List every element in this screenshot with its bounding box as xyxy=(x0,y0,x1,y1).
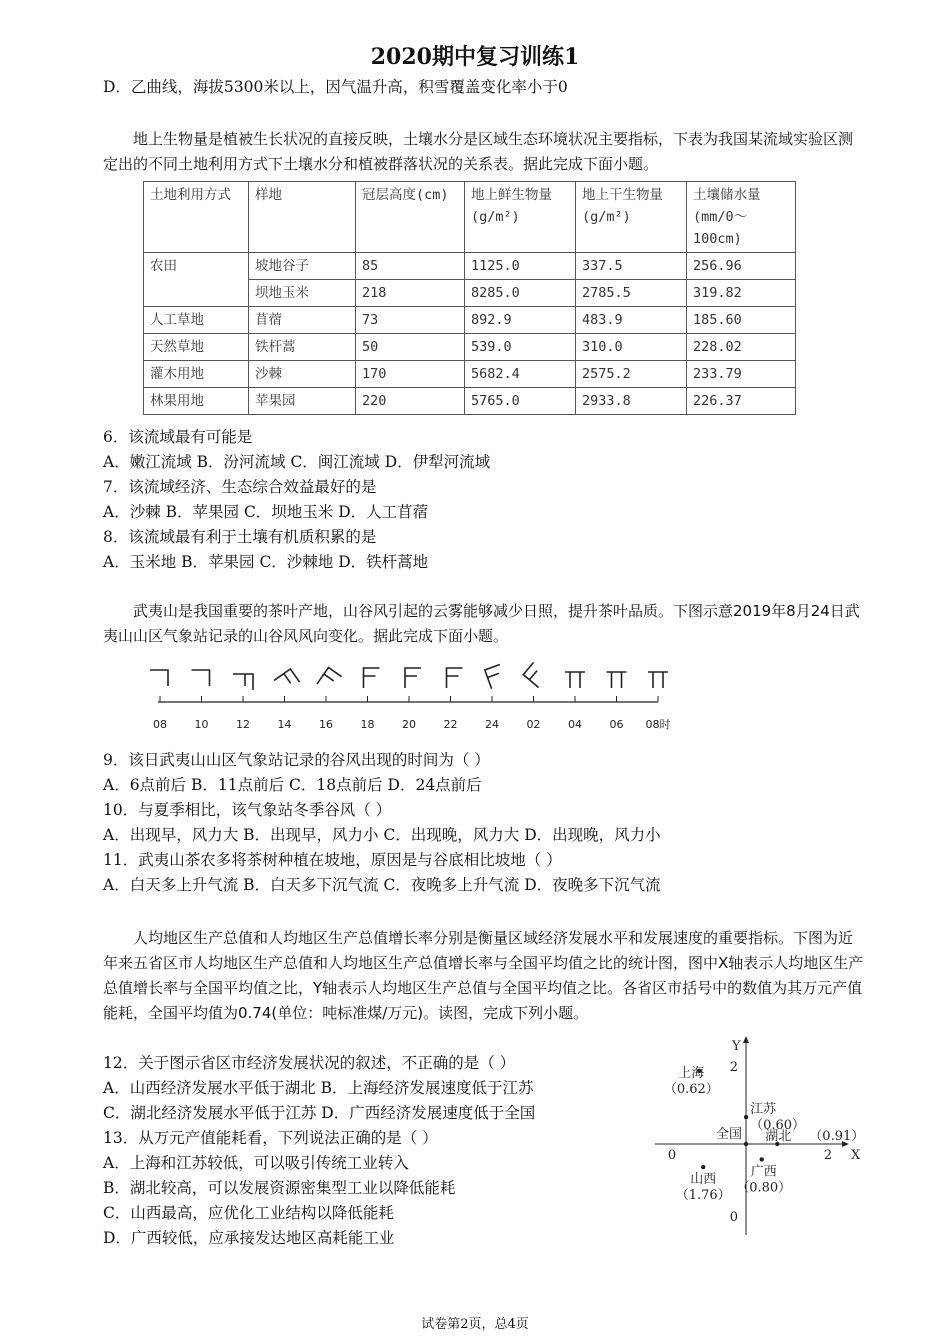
time-tick-label: 22 xyxy=(443,718,458,731)
table-cell: 228.02 xyxy=(687,334,796,361)
scatter-point xyxy=(744,1115,748,1119)
table-cell: 226.37 xyxy=(687,388,796,415)
question-11-options: A．白天多上升气流 B．白天多下沉气流 C．夜晚多上升气流 D．夜晚多下沉气流 xyxy=(103,876,661,894)
passage-biomass: 地上生物量是植被生长状况的直接反映，土壤水分是区域生态环境状况主要指标，下表为我国某流域实验区测定出的不同土地利用方式下土壤水分和植被群落状况的关系表。据此完成下面小题。 xyxy=(103,130,854,173)
question-7-options: A．沙棘 B．苹果园 C．坝地玉米 D．人工苜蓿 xyxy=(103,503,429,521)
land-type-cell: 天然草地 xyxy=(144,334,249,361)
table-cell: 2575.2 xyxy=(576,361,687,388)
table-cell: 1125.0 xyxy=(465,253,576,280)
table-cell: 233.79 xyxy=(687,361,796,388)
question-13-option-a: A．上海和江苏较低，可以吸引传统工业转入 xyxy=(103,1154,409,1172)
x-tick-label: 2 xyxy=(823,1148,833,1163)
wind-barb-icon xyxy=(485,664,507,688)
time-tick-label: 24 xyxy=(485,718,499,731)
question-6: 6．该流域最有可能是 xyxy=(103,428,253,446)
question-11: 11．武夷山茶农多将茶树种植在坡地，原因是与谷底相比坡地（ ） xyxy=(103,851,562,869)
x-axis-label: X xyxy=(851,1148,861,1163)
point-label: 上海 xyxy=(678,1065,705,1081)
wind-barb-icon xyxy=(523,662,549,687)
scatter-point xyxy=(701,1165,705,1169)
header-cell: 样地 xyxy=(249,182,356,253)
time-tick-label: 02 xyxy=(526,718,541,731)
y-tick-label: 2 xyxy=(729,1060,738,1075)
table-cell: 337.5 xyxy=(576,253,687,280)
point-label: 湖北 xyxy=(765,1129,792,1144)
page-title: 2020期中复习训练1 xyxy=(370,44,580,70)
table-cell: 483.9 xyxy=(576,307,687,334)
table-cell: 8285.0 xyxy=(465,280,576,307)
wind-barb-icon xyxy=(150,670,168,686)
table-cell: 5682.4 xyxy=(465,361,576,388)
table-row xyxy=(144,388,796,415)
page-footer: 试卷第2页，总4页 xyxy=(421,1317,529,1332)
time-tick-label: 20 xyxy=(402,718,416,731)
time-tick-label: 12 xyxy=(236,718,250,731)
wind-barb-icon xyxy=(565,672,585,688)
question-8-options: A．玉米地 B．苹果园 C．沙棘地 D．铁杆蒿地 xyxy=(103,553,429,571)
time-tick-label: 06 xyxy=(609,718,624,731)
point-label: 山西 xyxy=(690,1172,717,1188)
table-cell: 185.60 xyxy=(687,307,796,334)
point-energy-label: （1.76） xyxy=(675,1188,731,1204)
table-row xyxy=(144,307,796,334)
header-cell: 冠层高度(cm) xyxy=(356,182,465,253)
table-cell: 220 xyxy=(356,388,465,415)
y-tick-label: 0 xyxy=(729,1210,738,1225)
header-cell: 地上鲜生物量(g/m²) xyxy=(465,182,576,253)
wind-barb-icon xyxy=(405,668,421,688)
passage-gdp: 人均地区生产总值和人均地区生产总值增长率分别是衡量区域经济发展水平和发展速度的重要指标。下图为近年来五省区市人均地区生产总值和人均地区生产总值增长率与全国平均值之比的统计图，图中X轴表示人均地区生产总值增长率与全国平均值之比，Y轴表示人均地区生产总值与全国平均值之比。各省区市括号中的数值为其万元产值能耗，全国平均值为0.74(单位：吨标准煤/万元)。读图，完成下列小题。 xyxy=(103,929,864,1022)
point-label: 广西 xyxy=(750,1164,777,1180)
header-cell: 土地利用方式 xyxy=(144,182,249,253)
passage-wuyi: 武夷山是我国重要的茶叶产地，山谷风引起的云雾能够减少日照，提升茶叶品质。下图示意2019年8月24日武夷山山区气象站记录的山谷风风向变化。据此完成下面小题。 xyxy=(103,602,860,645)
scatter-point xyxy=(760,1157,764,1161)
table-cell: 苜蓿 xyxy=(249,307,356,334)
table-cell: 85 xyxy=(356,253,465,280)
wind-barb-icon xyxy=(607,672,627,688)
time-tick-label: 08 xyxy=(153,718,167,731)
time-axis-ticks xyxy=(153,696,671,731)
question-8: 8．该流域最有利于土壤有机质积累的是 xyxy=(103,528,377,546)
land-type-cell: 灌木用地 xyxy=(144,361,249,388)
point-energy-label: （0.80） xyxy=(736,1180,792,1196)
question-10: 10．与夏季相比，该气象站冬季谷风（ ） xyxy=(103,801,392,819)
table-header-row xyxy=(144,182,796,253)
header-cell: 土壤储水量(mm/0～100cm) xyxy=(687,182,796,253)
table-cell: 苹果园 xyxy=(249,388,356,415)
land-type-cell: 林果用地 xyxy=(144,388,249,415)
wind-barb-icon xyxy=(192,670,210,686)
land-type-cell: 农田 xyxy=(144,253,249,307)
time-tick-label: 16 xyxy=(319,718,333,731)
table-cell: 218 xyxy=(356,280,465,307)
wind-barb-icon xyxy=(648,672,668,688)
table-cell: 892.9 xyxy=(465,307,576,334)
time-tick-label: 10 xyxy=(194,718,209,731)
y-axis-label: Y xyxy=(732,1039,741,1054)
previous-option-d: D．乙曲线，海拔5300米以上，因气温升高，积雪覆盖变化率小于0 xyxy=(103,78,568,96)
y-axis-arrow xyxy=(743,1036,749,1043)
table-cell: 73 xyxy=(356,307,465,334)
table-cell: 256.96 xyxy=(687,253,796,280)
table-cell: 310.0 xyxy=(576,334,687,361)
table-cell: 539.0 xyxy=(465,334,576,361)
question-9: 9．该日武夷山山区气象站记录的谷风出现的时间为（ ） xyxy=(103,751,490,769)
point-energy-label: （0.60） xyxy=(750,1118,806,1134)
table-cell: 5765.0 xyxy=(465,388,576,415)
wind-direction-chart xyxy=(140,650,680,740)
header-cell: 地上干生物量(g/m²) xyxy=(576,182,687,253)
question-13: 13．从万元产值能耗看，下列说法正确的是（ ） xyxy=(103,1129,438,1147)
question-13-option-d: D．广西较低，应承接发达地区高耗能工业 xyxy=(103,1229,395,1247)
time-tick-label: 08时 xyxy=(645,718,671,731)
time-tick-label: 14 xyxy=(277,718,292,731)
table-cell: 170 xyxy=(356,361,465,388)
table-cell: 坝地玉米 xyxy=(249,280,356,307)
wind-barb-icon xyxy=(317,668,342,694)
scatter-points xyxy=(664,1066,864,1203)
table-cell: 铁杆蒿 xyxy=(249,334,356,361)
question-6-options: A．嫩江流域 B．汾河流域 C．闽江流域 D．伊犁河流域 xyxy=(103,453,491,471)
question-12-options-cd: C．湖北经济发展水平低于江苏 D．广西经济发展速度低于全国 xyxy=(103,1104,536,1122)
table-cell: 50 xyxy=(356,334,465,361)
question-13-option-c: C．山西最高，应优化工业结构以降低能耗 xyxy=(103,1204,394,1222)
point-energy-label: （0.62） xyxy=(663,1081,719,1097)
table-cell: 319.82 xyxy=(687,280,796,307)
question-7: 7．该流域经济、生态综合效益最好的是 xyxy=(103,478,377,496)
land-type-cell: 人工草地 xyxy=(144,307,249,334)
time-tick-label: 04 xyxy=(568,718,582,731)
time-tick-label: 18 xyxy=(360,718,375,731)
table-row xyxy=(144,334,796,361)
wind-barb-icon xyxy=(364,668,380,688)
table-row xyxy=(144,253,796,280)
gdp-scatter-chart xyxy=(650,1035,865,1240)
table-cell: 2933.8 xyxy=(576,388,687,415)
question-10-options: A．出现早，风力大 B．出现早，风力小 C．出现晚，风力大 D．出现晚，风力小 xyxy=(103,826,661,844)
table-cell: 坡地谷子 xyxy=(249,253,356,280)
wind-barb-icon xyxy=(447,668,463,688)
table-cell: 2785.5 xyxy=(576,280,687,307)
wind-symbols xyxy=(150,662,668,693)
table-cell: 沙棘 xyxy=(249,361,356,388)
table-row xyxy=(144,361,796,388)
point-label: 江苏 xyxy=(750,1102,777,1118)
question-9-options: A．6点前后 B．11点前后 C．18点前后 D．24点前后 xyxy=(103,776,482,794)
wind-barb-icon xyxy=(274,669,300,694)
scatter-point xyxy=(744,1142,748,1146)
wind-barb-icon xyxy=(233,674,253,690)
question-12-options-ab: A．山西经济发展水平低于湖北 B．上海经济发展速度低于江苏 xyxy=(103,1079,534,1097)
question-12: 12．关于图示省区市经济发展状况的叙述，不正确的是（ ） xyxy=(103,1054,516,1072)
x-tick-label: 0 xyxy=(667,1148,677,1163)
soil-moisture-table xyxy=(143,181,796,415)
point-energy-label: （0.91） xyxy=(809,1129,865,1144)
question-13-option-b: B．湖北较高，可以发展资源密集型工业以降低能耗 xyxy=(103,1179,456,1197)
point-label: 全国 xyxy=(715,1127,742,1142)
